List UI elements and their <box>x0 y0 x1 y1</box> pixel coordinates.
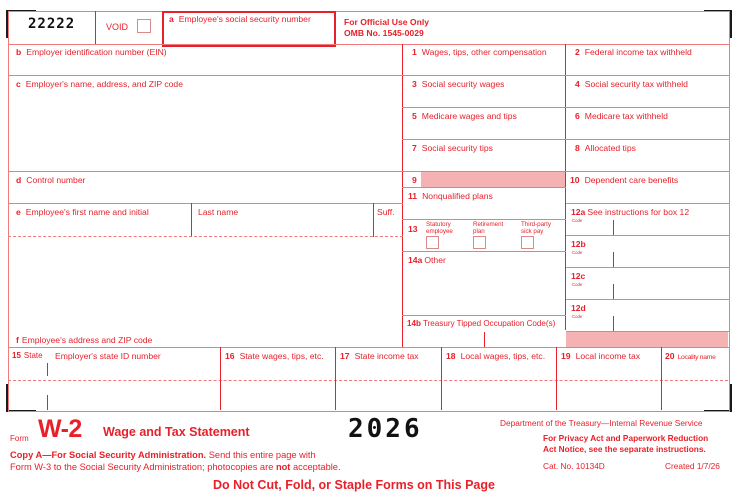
box-8-input[interactable] <box>573 155 727 171</box>
box-12-shaded <box>566 332 728 347</box>
control-number-input[interactable] <box>16 187 400 203</box>
copy-a-line-1: Copy A—For Social Security Administration. Send this entire page with <box>10 450 316 460</box>
dashed-separator <box>8 380 728 381</box>
omb-number: OMB No. 1545-0029 <box>344 28 424 38</box>
box-12b-label: 12b <box>571 239 586 249</box>
ssn-input[interactable] <box>170 26 329 42</box>
row-line <box>402 139 729 140</box>
box-b-label: b Employer identification number (EIN) <box>16 47 167 57</box>
box-e-suff-label: Suff. <box>377 207 395 217</box>
box-19-input-2[interactable] <box>560 390 662 405</box>
box-16-input-2[interactable] <box>224 390 336 405</box>
box-8-label: 8 Allocated tips <box>575 143 636 153</box>
tax-year: 2026 <box>348 414 423 444</box>
box-9-shaded <box>421 172 565 187</box>
box-5-label: 5 Medicare wages and tips <box>412 111 517 121</box>
code-label: Code <box>572 314 583 319</box>
box-20-label: 20 Locality name <box>665 351 716 361</box>
statutory-employee-checkbox[interactable] <box>426 236 439 249</box>
catalog-number: Cat. No. 10134D <box>543 461 605 471</box>
box-3-input[interactable] <box>410 91 564 107</box>
copy-a-line-2: Form W-3 to the Social Security Administration; photocopies are not acceptable. <box>10 462 341 472</box>
row-line <box>402 219 566 220</box>
box-13-label: 13 <box>408 224 418 234</box>
code-label: Code <box>572 218 583 223</box>
box-6-label: 6 Medicare tax withheld <box>575 111 668 121</box>
code-label: Code <box>572 282 583 287</box>
box-15-state-id-label: Employer's state ID number <box>55 351 161 361</box>
box-12b-code-input[interactable] <box>579 253 613 267</box>
box-18-input-2[interactable] <box>445 390 557 405</box>
box-6-input[interactable] <box>573 123 727 139</box>
department-label: Department of the Treasury—Internal Revenue Service <box>500 418 703 428</box>
box-a-label: a Employee's social security number <box>169 14 311 24</box>
ein-input[interactable] <box>16 58 400 74</box>
box-2-input[interactable] <box>573 59 727 75</box>
employee-address-input[interactable] <box>16 240 400 334</box>
row-line <box>8 44 729 45</box>
box-7-input[interactable] <box>410 155 564 171</box>
divider <box>613 284 614 299</box>
employee-suffix-input[interactable] <box>377 219 403 235</box>
official-use-label: For Official Use Only <box>344 17 430 27</box>
box-15-state-input-1[interactable] <box>12 364 48 379</box>
row-line <box>566 203 729 204</box>
box-2-label: 2 Federal income tax withheld <box>575 47 692 57</box>
retirement-plan-label: Retirement plan <box>473 221 504 235</box>
box-14a-label: 14a Other <box>408 255 446 265</box>
box-15-state-id-input-2[interactable] <box>52 390 221 405</box>
row-line <box>402 187 566 188</box>
divider <box>484 332 485 347</box>
employee-last-name-input[interactable] <box>198 219 372 235</box>
box-19-label: 19 Local income tax <box>561 351 641 361</box>
box-15-state-id-input-1[interactable] <box>52 364 221 379</box>
box-17-input-1[interactable] <box>339 364 442 379</box>
divider <box>95 11 96 45</box>
box-9-label: 9 <box>412 175 417 185</box>
row-line <box>566 235 729 236</box>
privacy-notice-line-2: Act Notice, see the separate instructions. <box>543 444 706 454</box>
column-divider <box>402 44 403 347</box>
row-line <box>8 347 729 348</box>
form-word: Form <box>10 434 29 443</box>
box-12a-amount-input[interactable] <box>618 221 727 235</box>
void-checkbox[interactable] <box>137 19 151 33</box>
third-party-sick-pay-label: Third-party sick pay <box>521 221 551 235</box>
box-12d-label: 12d <box>571 303 586 313</box>
row-line <box>8 203 403 204</box>
row-line <box>402 251 566 252</box>
box-12d-code-input[interactable] <box>579 317 613 331</box>
divider <box>613 252 614 267</box>
row-line <box>8 75 729 76</box>
box-20-input-1[interactable] <box>665 364 729 379</box>
row-line <box>402 107 729 108</box>
box-10-input[interactable] <box>573 188 727 204</box>
box-15-label: 15 State <box>12 351 43 360</box>
row-line <box>402 315 566 316</box>
box-12d-amount-input[interactable] <box>618 317 727 331</box>
box-11-label: 11 Nonqualified plans <box>408 191 493 201</box>
divider <box>373 203 374 237</box>
third-party-sick-pay-checkbox[interactable] <box>521 236 534 249</box>
box-4-label: 4 Social security tax withheld <box>575 79 688 89</box>
divider <box>613 316 614 331</box>
box-c-label: c Employer's name, address, and ZIP code <box>16 79 183 89</box>
box-20-input-2[interactable] <box>665 390 729 405</box>
box-12c-amount-input[interactable] <box>618 285 727 299</box>
box-11-input[interactable] <box>410 203 564 219</box>
box-16-input-1[interactable] <box>224 364 336 379</box>
box-12a-code-input[interactable] <box>579 221 613 235</box>
row-line <box>566 267 729 268</box>
statutory-employee-label: Statutory employee <box>426 221 453 235</box>
box-3-label: 3 Social security wages <box>412 79 505 89</box>
box-4-input[interactable] <box>573 91 727 107</box>
box-14b-label: 14b Treasury Tipped Occupation Code(s) <box>407 319 556 328</box>
box-12c-code-input[interactable] <box>579 285 613 299</box>
box-15-state-input-2[interactable] <box>12 390 48 405</box>
divider <box>191 203 192 237</box>
created-date: Created 1/7/26 <box>665 461 720 471</box>
box-19-input-1[interactable] <box>560 364 662 379</box>
box-d-label: d Control number <box>16 175 86 185</box>
box-1-input[interactable] <box>410 59 564 75</box>
box-18-label: 18 Local wages, tips, etc. <box>446 351 546 361</box>
box-16-label: 16 State wages, tips, etc. <box>225 351 324 361</box>
void-label: VOID <box>106 22 129 32</box>
do-not-cut-warning: Do Not Cut, Fold, or Staple Forms on This Page <box>213 478 495 492</box>
code-label: Code <box>572 250 583 255</box>
box-12b-amount-input[interactable] <box>618 253 727 267</box>
form-title: Wage and Tax Statement <box>103 425 250 439</box>
box-10-label: 10 Dependent care benefits <box>570 175 679 185</box>
employee-first-name-input[interactable] <box>16 219 190 235</box>
box-17-label: 17 State income tax <box>340 351 419 361</box>
box-5-input[interactable] <box>410 123 564 139</box>
box-12c-label: 12c <box>571 271 586 281</box>
row-line <box>8 171 729 172</box>
box-17-input-2[interactable] <box>339 390 442 405</box>
box-e-first-label: e Employee's first name and initial <box>16 207 149 217</box>
form-number: W-2 <box>38 415 82 443</box>
control-code: 22222 <box>28 16 76 32</box>
divider <box>613 220 614 235</box>
row-line <box>566 299 729 300</box>
dashed-separator <box>8 236 403 237</box>
box-7-label: 7 Social security tips <box>412 143 493 153</box>
employer-address-input[interactable] <box>16 92 400 172</box>
box-14a-input[interactable] <box>408 267 564 316</box>
retirement-plan-checkbox[interactable] <box>473 236 486 249</box>
privacy-notice-line-1: For Privacy Act and Paperwork Reduction <box>543 433 709 443</box>
box-e-last-label: Last name <box>198 207 239 217</box>
box-f-label: f Employee's address and ZIP code <box>16 335 153 345</box>
box-1-label: 1 Wages, tips, other compensation <box>412 47 547 57</box>
box-12a-label: 12a See instructions for box 12 <box>571 207 690 217</box>
box-18-input-1[interactable] <box>445 364 557 379</box>
